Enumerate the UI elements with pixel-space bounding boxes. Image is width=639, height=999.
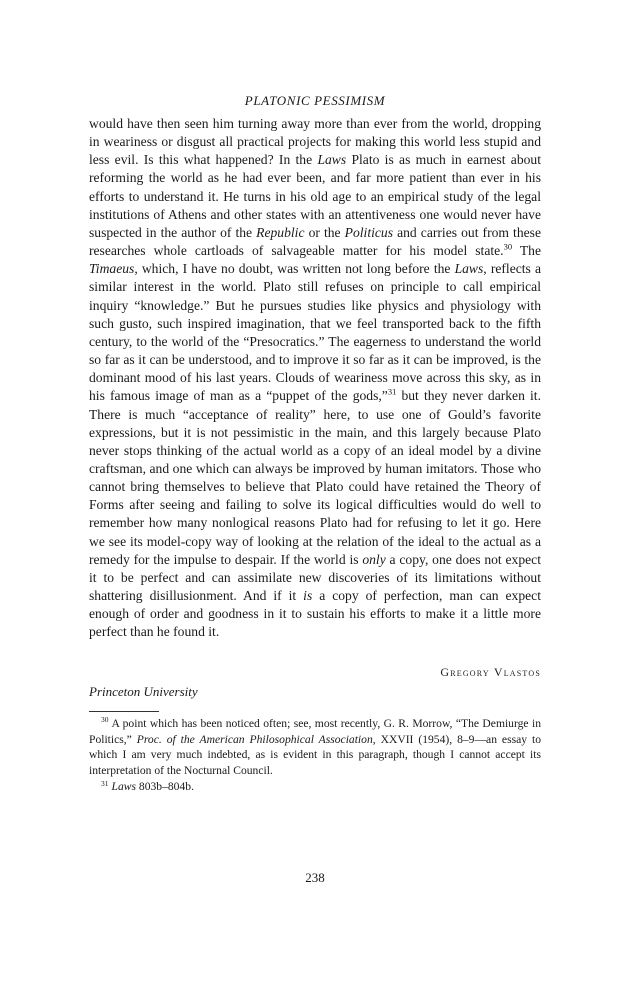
body-text-segment: and carries out from these researches whole cartloads of salvageable matter for his model state. [89, 224, 541, 259]
work-title-republic: Republic [256, 224, 305, 240]
journal-title: Proc. of the American Philosophical Association [136, 732, 373, 746]
footnote-text: 803b–804b. [136, 780, 194, 794]
running-head: PLATONIC PESSIMISM [244, 93, 386, 108]
body-text-segment: Plato is as much in earnest about reforming the world as he had ever been, and far more patient than ever in his efforts to understand it. He turns in his old age to an empirical study of the legal institutions of Athens and other states with an attentiveness one would never have suspected in the author of the [89, 152, 541, 240]
author-affiliation: Princeton University [89, 684, 198, 699]
footnote-number: 31 [101, 778, 109, 788]
emphasis-only: only [362, 551, 386, 567]
emphasis-is: is [303, 588, 313, 604]
body-text-segment: , which, I have no doubt, was written not long before the [134, 261, 455, 277]
body-text-segment: The [512, 243, 541, 259]
footnote-ref-31[interactable]: 31 [387, 386, 397, 397]
page-number: 238 [305, 870, 325, 885]
author-signature: Gregory Vlastos [440, 665, 541, 679]
body-text-segment: a copy of perfection, man can expect enough of order and goodness in it to sustain his efforts to make it a little more perfect than he found it. [89, 588, 541, 640]
body-text-segment: , reflects a similar interest in the world. Plato still refuses on principle to call empirical inquiry “knowledge.” But he pursues studies like physics and physiology with such gusto, such inspired imagination, that we feel transported back to the fifth century, to the world of the “Presocratics.” The eagerness to understand the world so far as it can be understood, and to improve it so far as it can be improved, is the dominant mood of his last years. Clouds of weariness move across this sky, as in his famous image of man as a “puppet of the gods,” [89, 261, 541, 404]
work-title-timaeus: Timaeus [89, 261, 135, 277]
work-title-politicus: Politicus [344, 224, 394, 240]
body-text-segment: a copy, one does not expect it to be perfect and can assimilate new discoveries of its limitations without shattering disillusionment. And if it [89, 551, 541, 604]
work-title-laws: Laws [317, 152, 347, 168]
body-text-segment: would have then seen him turning away more than ever from the world, dropping in weariness or disgust all practical projects for making this world less stupid and less evil. Is this what happened? In the [89, 116, 541, 168]
footnote-30 [89, 716, 541, 778]
body-text-segment: but they never darken it. There is much “acceptance of reality” here, to use one of Gould’s favorite expressions, but it is not pessimistic in the main, and this largely because Plato never stops thinking of the actual world as a copy of an ideal model by a divine craftsman, and one which can always be improved by human imitators. Those who cannot bring themselves to believe that Plato could have retained the Theory of Forms after seeing and failing to solve its logical difficulties would do well to remember how many nonlogical reasons Plato had for refusing to let it go. Here we see its model-copy way of looking at the relation of the ideal to the actual as a remedy for the impulse to despair. If the world is [89, 388, 541, 567]
footnote-ref-30[interactable]: 30 [503, 241, 513, 252]
footnote-number: 30 [101, 715, 109, 725]
footnote-31 [89, 779, 541, 795]
footnotes [89, 716, 541, 796]
work-title-laws: Laws [454, 261, 484, 277]
work-title-laws: Laws [111, 780, 136, 794]
footnote-divider [89, 711, 159, 712]
body-paragraph [89, 115, 541, 642]
footnote-text: A point which has been noticed often; see, most recently, G. R. Morrow, “The Demiurge in Politics,” [89, 717, 541, 746]
body-text-segment: or the [304, 224, 345, 240]
footnote-text: , XXVII (1954), 8–9—an essay to which I am very much indebted, as is evident in this paragraph, though I cannot accept its interpretation of the Nocturnal Council. [89, 732, 541, 777]
